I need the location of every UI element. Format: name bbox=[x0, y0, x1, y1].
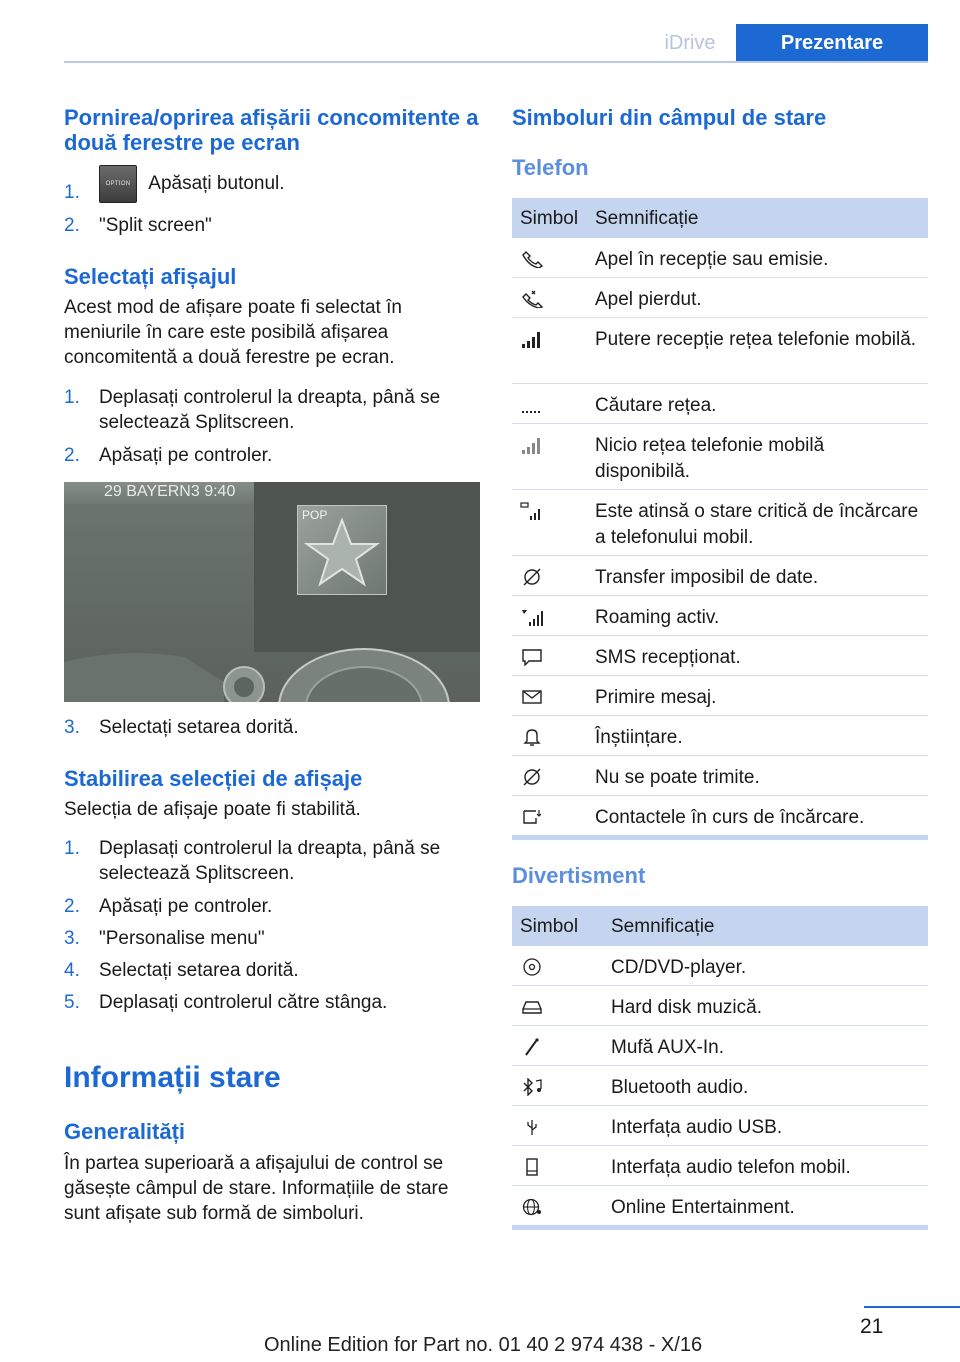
row-text: Bluetooth audio. bbox=[611, 1077, 749, 1098]
row-text: Transfer imposibil de date. bbox=[595, 567, 819, 588]
edition-note: Online Edition for Part no. 01 40 2 974 438 - X/16 bbox=[264, 1334, 703, 1356]
symbols-title: Simboluri din câmpul de stare bbox=[512, 105, 827, 130]
footer-rule bbox=[864, 1306, 960, 1308]
col-symbol: Simbol bbox=[520, 208, 579, 229]
fix-text: Selecția de afișaje poate fi stabilită. bbox=[64, 799, 361, 820]
phone-title: Telefon bbox=[512, 155, 589, 180]
step-text: Apăsați butonul. bbox=[148, 173, 285, 195]
row-text: Apel pierdut. bbox=[595, 289, 702, 310]
no-data-icon bbox=[520, 568, 544, 586]
screen-status: 29 BAYERN3 9:40 bbox=[104, 483, 236, 500]
usb-icon bbox=[520, 1118, 544, 1136]
table-row bbox=[512, 318, 928, 384]
table-row bbox=[512, 756, 928, 796]
select-text: Acest mod de afișare poate fi selectat în meniurile în care este posibilă afișarea concomitentă a două ferestre pe ecran. bbox=[64, 297, 402, 368]
table-row bbox=[512, 424, 928, 490]
table-row bbox=[512, 238, 928, 278]
col-meaning: Semnificație bbox=[595, 208, 699, 229]
header-rule bbox=[64, 61, 928, 63]
row-text: Înștiințare. bbox=[595, 727, 683, 748]
phone-audio-icon bbox=[520, 1158, 544, 1176]
phone-call-icon bbox=[520, 250, 544, 268]
row-text: Hard disk muzică. bbox=[611, 997, 762, 1018]
signal-strength-icon bbox=[520, 330, 544, 348]
split-screen-illustration bbox=[64, 482, 480, 702]
row-text: Roaming activ. bbox=[595, 607, 720, 628]
table-row bbox=[512, 1026, 928, 1066]
step-text: Deplasați controlerul la dreapta, până se selectează Splitscreen. bbox=[99, 387, 441, 433]
table-row bbox=[512, 946, 928, 986]
step-text: Apăsați pe controler. bbox=[99, 896, 273, 917]
table-row bbox=[512, 1146, 928, 1186]
row-text: Apel în recepție sau emisie. bbox=[595, 249, 829, 270]
row-text: Căutare rețea. bbox=[595, 395, 717, 416]
table-row bbox=[512, 986, 928, 1026]
step-text: "Personalise menu" bbox=[99, 928, 265, 949]
fix-title: Stabilirea selecției de afișaje bbox=[64, 766, 363, 791]
table-row bbox=[512, 1066, 928, 1106]
step-text: Deplasați controlerul către stânga. bbox=[99, 992, 388, 1013]
table-row bbox=[512, 796, 928, 835]
tile-label: POP bbox=[302, 508, 328, 522]
table-row bbox=[512, 676, 928, 716]
option-button-icon: OPTION bbox=[99, 165, 137, 203]
bluetooth-audio-icon bbox=[520, 1078, 544, 1096]
table-row bbox=[512, 556, 928, 596]
step-text: Selectați setarea dorită. bbox=[99, 717, 299, 738]
table-row bbox=[512, 1186, 928, 1225]
table-header bbox=[512, 198, 928, 238]
table-row bbox=[512, 636, 928, 676]
section-label: iDrive bbox=[664, 32, 716, 54]
row-text: Nu se poate trimite. bbox=[595, 767, 760, 788]
entertainment-title: Divertisment bbox=[512, 863, 646, 888]
low-battery-icon bbox=[520, 502, 544, 520]
page-number: 21 bbox=[860, 1315, 884, 1338]
table-row bbox=[512, 716, 928, 756]
cannot-send-icon bbox=[520, 768, 544, 786]
row-text: Primire mesaj. bbox=[595, 687, 717, 708]
bell-icon bbox=[520, 728, 544, 746]
table-row bbox=[512, 1106, 928, 1146]
online-entertainment-icon bbox=[520, 1198, 544, 1216]
missed-call-icon bbox=[520, 290, 544, 308]
row-text: Contactele în curs de încărcare. bbox=[595, 807, 865, 828]
row-text: Mufă AUX-In. bbox=[611, 1037, 724, 1058]
table-header bbox=[512, 906, 928, 946]
table-end-rule bbox=[512, 1225, 928, 1230]
chapter-tab: Prezentare bbox=[736, 24, 928, 62]
general-text: În partea superioară a afișajului de control se găsește câmpul de stare. Informațiile de stare sunt afișate sub formă de simboluri. bbox=[64, 1153, 449, 1224]
entertainment-symbols-table bbox=[512, 906, 928, 1230]
row-text: Este atinsă o stare critică de încărcare a telefonului mobil. bbox=[595, 501, 919, 548]
controller-dial-icon bbox=[64, 482, 480, 702]
cd-icon bbox=[520, 958, 544, 976]
no-network-icon bbox=[520, 436, 544, 454]
split-title: Pornirea/oprirea afișării concomitente a două ferestre pe ecran bbox=[64, 105, 479, 155]
select-title: Selectați afișajul bbox=[64, 264, 237, 289]
row-text: SMS recepționat. bbox=[595, 647, 741, 668]
table-row bbox=[512, 490, 928, 556]
phone-symbols-table bbox=[512, 198, 928, 840]
aux-in-icon bbox=[520, 1038, 544, 1056]
col-meaning: Semnificație bbox=[611, 916, 715, 937]
info-title: Informații stare bbox=[64, 1061, 281, 1094]
table-row bbox=[512, 278, 928, 318]
step-text: "Split screen" bbox=[99, 215, 212, 236]
step-text: Selectați setarea dorită. bbox=[99, 960, 299, 981]
row-text: Interfața audio telefon mobil. bbox=[611, 1157, 851, 1178]
row-text: Online Entertainment. bbox=[611, 1197, 795, 1218]
row-text: Nicio rețea telefonie mobilă disponibilă. bbox=[595, 435, 825, 482]
network-search-icon bbox=[520, 396, 544, 414]
mail-icon bbox=[520, 688, 544, 706]
row-text: Putere recepție rețea telefonie mobilă. bbox=[595, 329, 917, 350]
row-text: CD/DVD-player. bbox=[611, 957, 747, 978]
step-text: Deplasați controlerul la dreapta, până se selectează Splitscreen. bbox=[99, 838, 441, 884]
sms-icon bbox=[520, 648, 544, 666]
step-text: Apăsați pe controler. bbox=[99, 445, 273, 466]
general-title: Generalități bbox=[64, 1119, 186, 1144]
hard-disk-icon bbox=[520, 998, 544, 1016]
table-row bbox=[512, 596, 928, 636]
col-symbol: Simbol bbox=[520, 916, 579, 937]
table-row bbox=[512, 384, 928, 424]
contacts-loading-icon bbox=[520, 808, 544, 826]
roaming-icon bbox=[520, 608, 544, 626]
row-text: Interfața audio USB. bbox=[611, 1117, 783, 1138]
table-end-rule bbox=[512, 835, 928, 840]
